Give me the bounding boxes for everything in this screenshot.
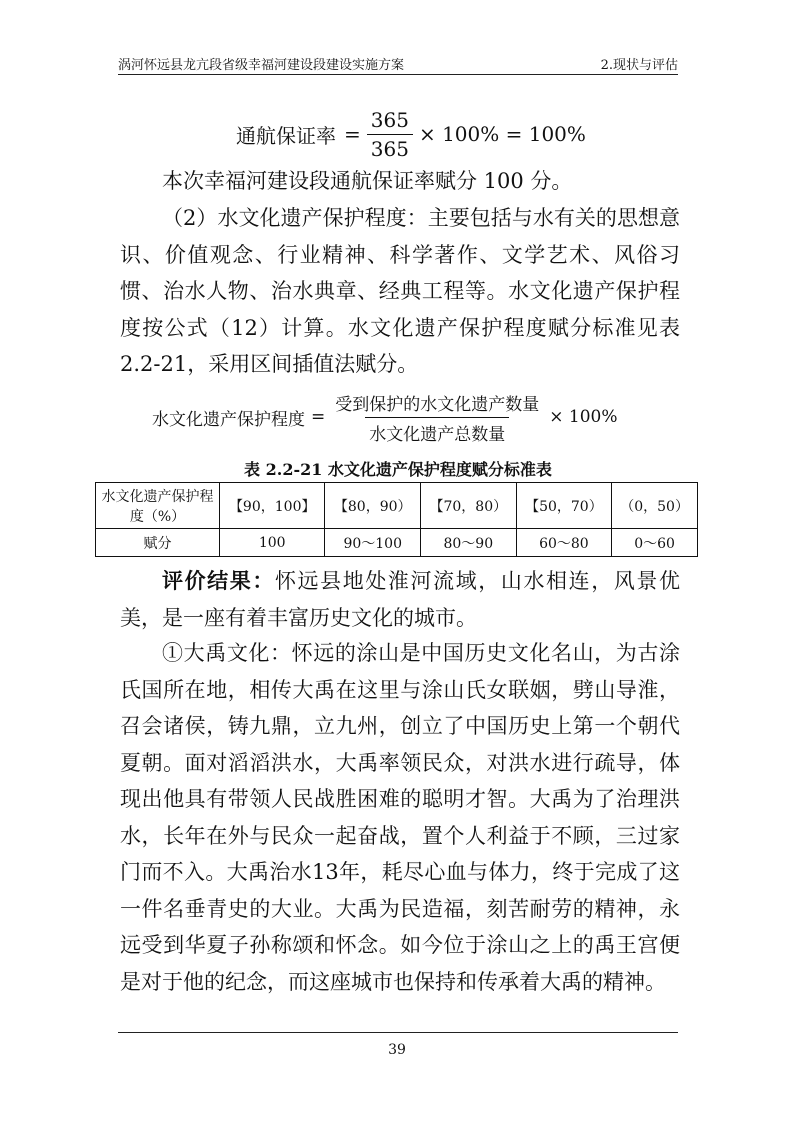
formula-denominator: 水文化遗产总数量 (365, 417, 509, 445)
formula-navigation-rate (236, 104, 616, 164)
formula-numerator: 365 (370, 107, 409, 132)
table-cell: （0，50） (612, 483, 698, 529)
formula-equals: = (344, 122, 361, 146)
formula-fraction (331, 390, 543, 445)
header-title: 涡河怀远县龙亢段省级幸福河建设段建设实施方案 (118, 58, 405, 73)
table-cell: 80～90 (421, 529, 517, 557)
table-cell: 【80，90） (325, 483, 421, 529)
evaluation-text: 怀远县地处淮河流域，山水相连，风景优美，是一座有着丰富历史文化的城市。 (120, 569, 681, 630)
formula-numerator: 受到保护的水文化遗产数量 (335, 394, 540, 415)
table-cell: 【70，80） (421, 483, 517, 529)
footer-rule (118, 1032, 678, 1033)
paragraph-score: 本次幸福河建设段通航保证率赋分 100 分。 (162, 169, 573, 193)
table-row (96, 529, 698, 557)
table-row-header: 水文化遗产保护程度（%） (96, 483, 220, 529)
score-table (95, 482, 698, 557)
table-caption: 表 2.2-21 水文化遗产保护程度赋分标准表 (244, 460, 552, 479)
formula-label: 通航保证率 (236, 123, 336, 148)
formula-heritage-protection (152, 389, 652, 445)
paragraph-evaluation (120, 563, 680, 636)
table-row-header: 赋分 (96, 529, 220, 557)
formula-rest: × 100% (549, 407, 618, 427)
header-section: 2.现状与评估 (600, 58, 678, 73)
page-header (118, 50, 678, 75)
table-cell: 【90，100】 (220, 483, 325, 529)
paragraph-dayu-culture: ①大禹文化：怀远的涂山是中国历史文化名山，为古涂氏国所在地，相传大禹在这里与涂山氏女联姻，劈山导淮，召会诸侯，铸九鼎，立九州，创立了中国历史上第一个朝代夏朝。面对滔滔洪水，大禹率领民众，对洪水进行疏导，体现出他具有带领人民战胜困难的聪明才智。大禹为了治理洪水，长年在外与民众一起奋战，置个人利益于不顾，三过家门而不入。大禹治水13年，耗尽心血与体力，终于完成了这一件名垂青史的大业。大禹为民造福，刻苦耐劳的精神，永远受到华夏子孙称颂和怀念。如今位于涂山之上的禹王宫便是对于他的纪念，而这座城市也保持和传承着大禹的精神。 (120, 641, 680, 994)
formula-rest: × 100% = 100% (418, 122, 586, 146)
formula-denominator: 365 (367, 134, 413, 161)
formula-label: 水文化遗产保护程度 (152, 409, 305, 430)
page-number: 39 (388, 1042, 406, 1058)
table-row (96, 483, 698, 529)
table-cell: 90～100 (325, 529, 421, 557)
evaluation-label: 评价结果： (162, 568, 275, 593)
table-cell: 100 (220, 529, 325, 557)
table-cell: 0～60 (612, 529, 698, 557)
table-cell: 60～80 (516, 529, 612, 557)
table-cell: 【50，70） (516, 483, 612, 529)
paragraph-heritage-intro: （2）水文化遗产保护程度：主要包括与水有关的思想意识、价值观念、行业精神、科学著作、文学艺术、风俗习惯、治水人物、治水典章、经典工程等。水文化遗产保护程度按公式（12）计算。水文化遗产保护程度赋分标准见表2.2-21，采用区间插值法赋分。 (120, 206, 680, 376)
formula-fraction (367, 108, 413, 161)
formula-equals: = (311, 407, 326, 427)
